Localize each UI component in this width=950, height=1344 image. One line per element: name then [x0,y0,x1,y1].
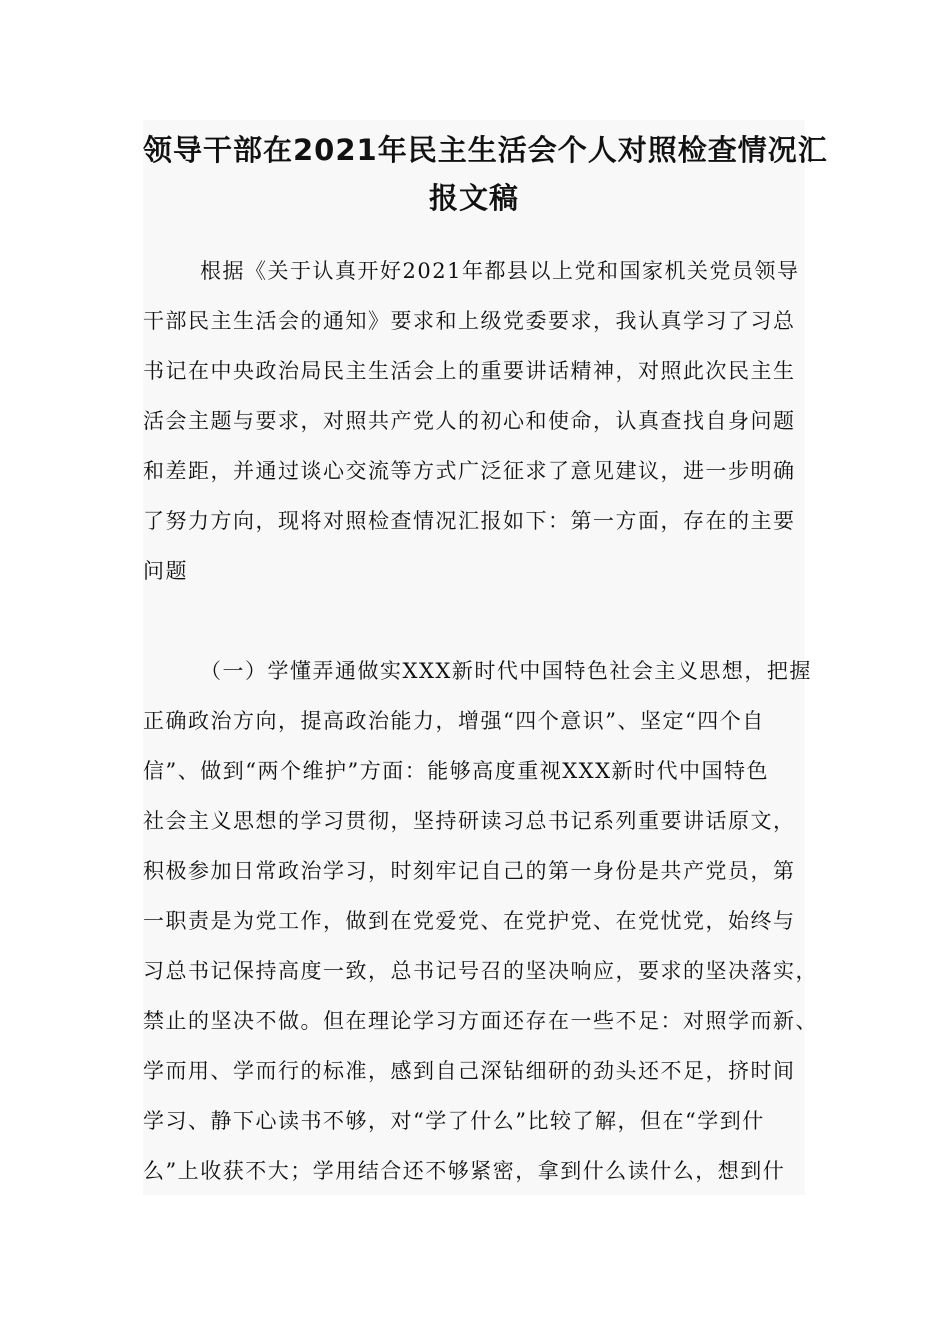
paragraph-line: 问题 [143,559,188,583]
title-line: 领导干部在2021年民主生活会个人对照检查情况汇 [143,133,828,167]
paragraph-line: 书记在中央政治局民主生活会上的重要讲话精神，对照此次民主生 [143,359,796,383]
paragraph-line: 一职责是为党工作，做到在党爱党、在党护党、在党忧党，始终与 [143,909,796,933]
paragraph-intro [143,246,805,596]
paragraph-line: 正确政治方向，提高政治能力，增强“四个意识”、坚定“四个自 [143,709,765,733]
paragraph-line: 学而用、学而行的标准，感到自己深钻细研的劲头还不足，挤时间 [143,1059,796,1083]
paragraph-section-one [143,646,818,1196]
paragraph-line: （一）学懂弄通做实XXX新时代中国特色社会主义思想，把握 [200,659,812,683]
paragraph-line: 根据《关于认真开好2021年都县以上党和国家机关党员领导 [200,259,800,283]
title-line: 报文稿 [428,181,519,215]
paragraph-line: 信”、做到“两个维护”方面：能够高度重视XXX新时代中国特色 [143,759,770,783]
paragraph-line: 学习、静下心读书不够，对“学了什么”比较了解，但在“学到什 [143,1109,765,1133]
paragraph-line: 干部民主生活会的通知》要求和上级党委要求，我认真学习了习总 [143,309,796,333]
paragraph-line: 禁止的坚决不做。但在理论学习方面还存在一些不足：对照学而新、 [143,1009,818,1033]
paragraph-line: 么”上收获不大；学用结合还不够紧密，拿到什么读什么，想到什 [143,1159,786,1183]
paragraph-line: 活会主题与要求，对照共产党人的初心和使命，认真查找自身问题 [143,409,796,433]
paragraph-line: 和差距，并通过谈心交流等方式广泛征求了意见建议，进一步明确 [143,459,796,483]
paragraph-line: 积极参加日常政治学习，时刻牢记自己的第一身份是共产党员，第 [143,859,796,883]
paragraph-line: 了努力方向，现将对照检查情况汇报如下：第一方面，存在的主要 [143,509,796,533]
paragraph-line: 习总书记保持高度一致，总书记号召的坚决响应，要求的坚决落实， [143,959,818,983]
document-title [143,126,828,222]
paragraph-line: 社会主义思想的学习贯彻，坚持研读习总书记系列重要讲话原文， [143,809,796,833]
